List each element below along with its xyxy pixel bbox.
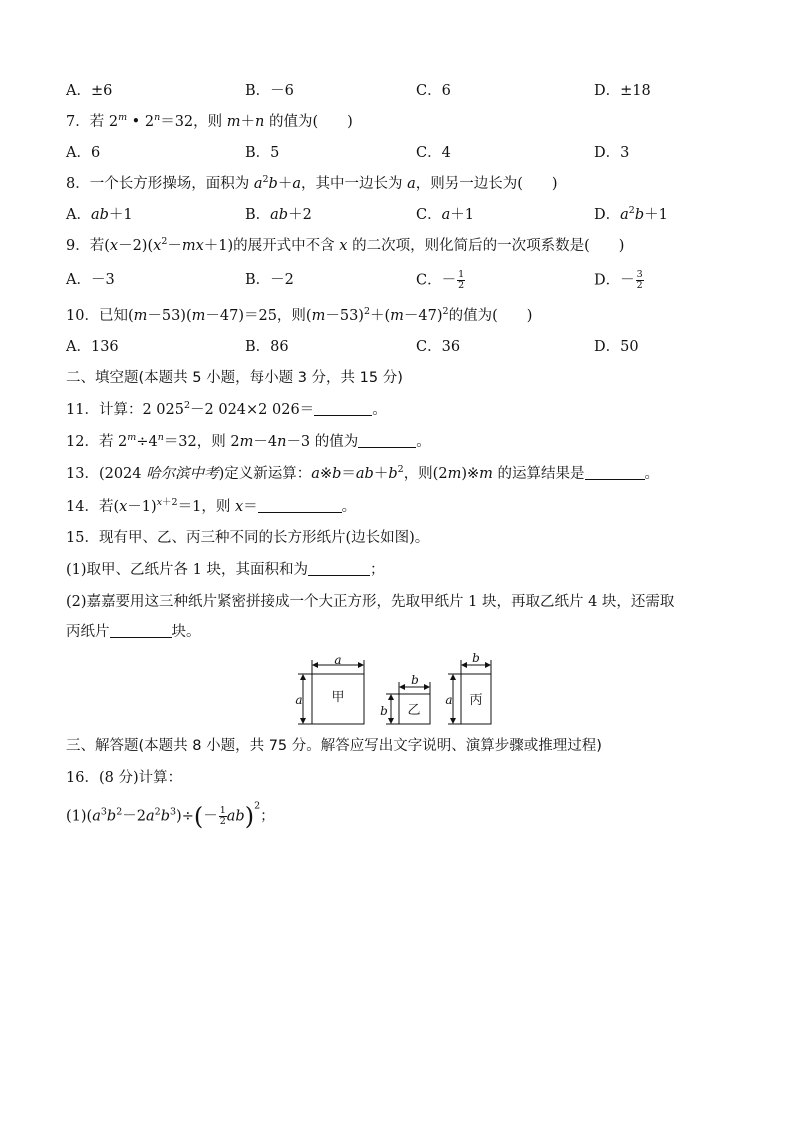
q9-option-a: A．－3 <box>66 272 115 288</box>
q6-option-b: B．－6 <box>245 83 294 99</box>
paper-pieces-figure <box>290 652 510 728</box>
label-jia: 甲 <box>331 690 345 705</box>
label-bing-height: a <box>445 693 453 707</box>
q7-option-c: C．4 <box>416 145 451 161</box>
answer-blank[interactable] <box>585 465 645 480</box>
q8-option-b: B．ab＋2 <box>245 207 312 223</box>
question-16: 16．(8 分)计算： <box>66 770 183 786</box>
q6-option-a: A．±6 <box>66 83 113 99</box>
q9-option-d: D．－ $\frac{3}{2}$ <box>594 269 643 291</box>
q10-option-d: D．50 <box>594 339 639 355</box>
label-yi-width: b <box>411 673 419 687</box>
q10-option-a: A．136 <box>66 339 119 355</box>
q8-option-c: C．a＋1 <box>416 207 474 223</box>
label-bing-width: b <box>472 652 480 665</box>
answer-blank[interactable] <box>308 561 370 576</box>
question-16-part-1: $(1)(a^3b^2-2a^2b^3)\div(-$ $\frac{1}{2}$ ab)$^2$； <box>66 800 275 831</box>
question-14: 14．若$(x-1)^{x+2}=1$，则 x＝ 。 <box>66 497 357 515</box>
question-7: 7．若 2$^m$ • $2^n=32$，则 m＋n 的值为( ) <box>66 112 353 130</box>
question-9: 9．若$(x-2)(x^2-mx+1)$的展开式中不含 x 的二次项，则化简后的一次项系数是( ) <box>66 236 625 254</box>
answer-blank[interactable] <box>314 401 372 416</box>
fraction: $\frac{3}{2}$ <box>636 269 643 291</box>
question-13: 13．(2024 哈尔滨中考)定义新运算：$a※b=ab+b^2$，则(2m)※m 的运算结果是 。 <box>66 464 659 482</box>
q10-option-b: B．86 <box>245 339 289 355</box>
section-3-heading: 三、解答题(本题共 8 小题，共 75 分。解答应写出文字说明、演算步骤或推理过程) <box>66 738 602 754</box>
question-11: 11．计算：2 $025^2-2$ 024×2 026＝ 。 <box>66 400 387 418</box>
q8-option-d: D．$a^2b+1$ <box>594 205 668 223</box>
label-yi: 乙 <box>407 703 421 718</box>
section-2-heading: 二、填空题(本题共 5 小题，每小题 3 分，共 15 分) <box>66 370 403 386</box>
question-15-part-2: (2)嘉嘉要用这三种纸片紧密拼接成一个大正方形，先取甲纸片 1 块，再取乙纸片 4 块，还需取 <box>66 594 675 610</box>
label-jia-width: a <box>334 653 342 667</box>
label-yi-height: b <box>380 704 388 718</box>
fraction: $\frac{1}{2}$ <box>219 805 226 827</box>
answer-blank[interactable] <box>258 498 342 513</box>
label-bing: 丙 <box>469 693 483 708</box>
question-15-part-2-cont: 丙纸片 块。 <box>66 624 201 640</box>
question-8: 8．一个长方形操场，面积为 $a^2b+a$，其中一边长为 a，则另一边长为( ) <box>66 174 558 192</box>
answer-blank[interactable] <box>358 433 416 448</box>
q7-option-d: D．3 <box>594 145 630 161</box>
q8-option-a: A．ab＋1 <box>66 207 133 223</box>
fraction: $\frac{1}{2}$ <box>458 269 465 291</box>
q6-option-d: D．±18 <box>594 83 651 99</box>
question-10: 10．已知(m－53)(m－47)＝25，则$(m-53)^2+(m-47)^2$的值为( ) <box>66 306 533 324</box>
q9-option-b: B．－2 <box>245 272 294 288</box>
q7-option-a: A．6 <box>66 145 101 161</box>
label-jia-height: a <box>295 693 303 707</box>
q6-option-c: C．6 <box>416 83 451 99</box>
question-12: 12．若 $2^m\div 4^n=32$，则 2m－4n－3 的值为 。 <box>66 432 431 450</box>
question-15: 15．现有甲、乙、丙三种不同的长方形纸片(边长如图)。 <box>66 530 430 546</box>
q9-option-c: C．－ $\frac{1}{2}$ <box>416 269 465 291</box>
q10-option-c: C．36 <box>416 339 461 355</box>
q7-option-b: B．5 <box>245 145 280 161</box>
answer-blank[interactable] <box>110 623 172 638</box>
question-15-part-1: (1)取甲、乙纸片各 1 块，其面积和为 ； <box>66 562 385 578</box>
